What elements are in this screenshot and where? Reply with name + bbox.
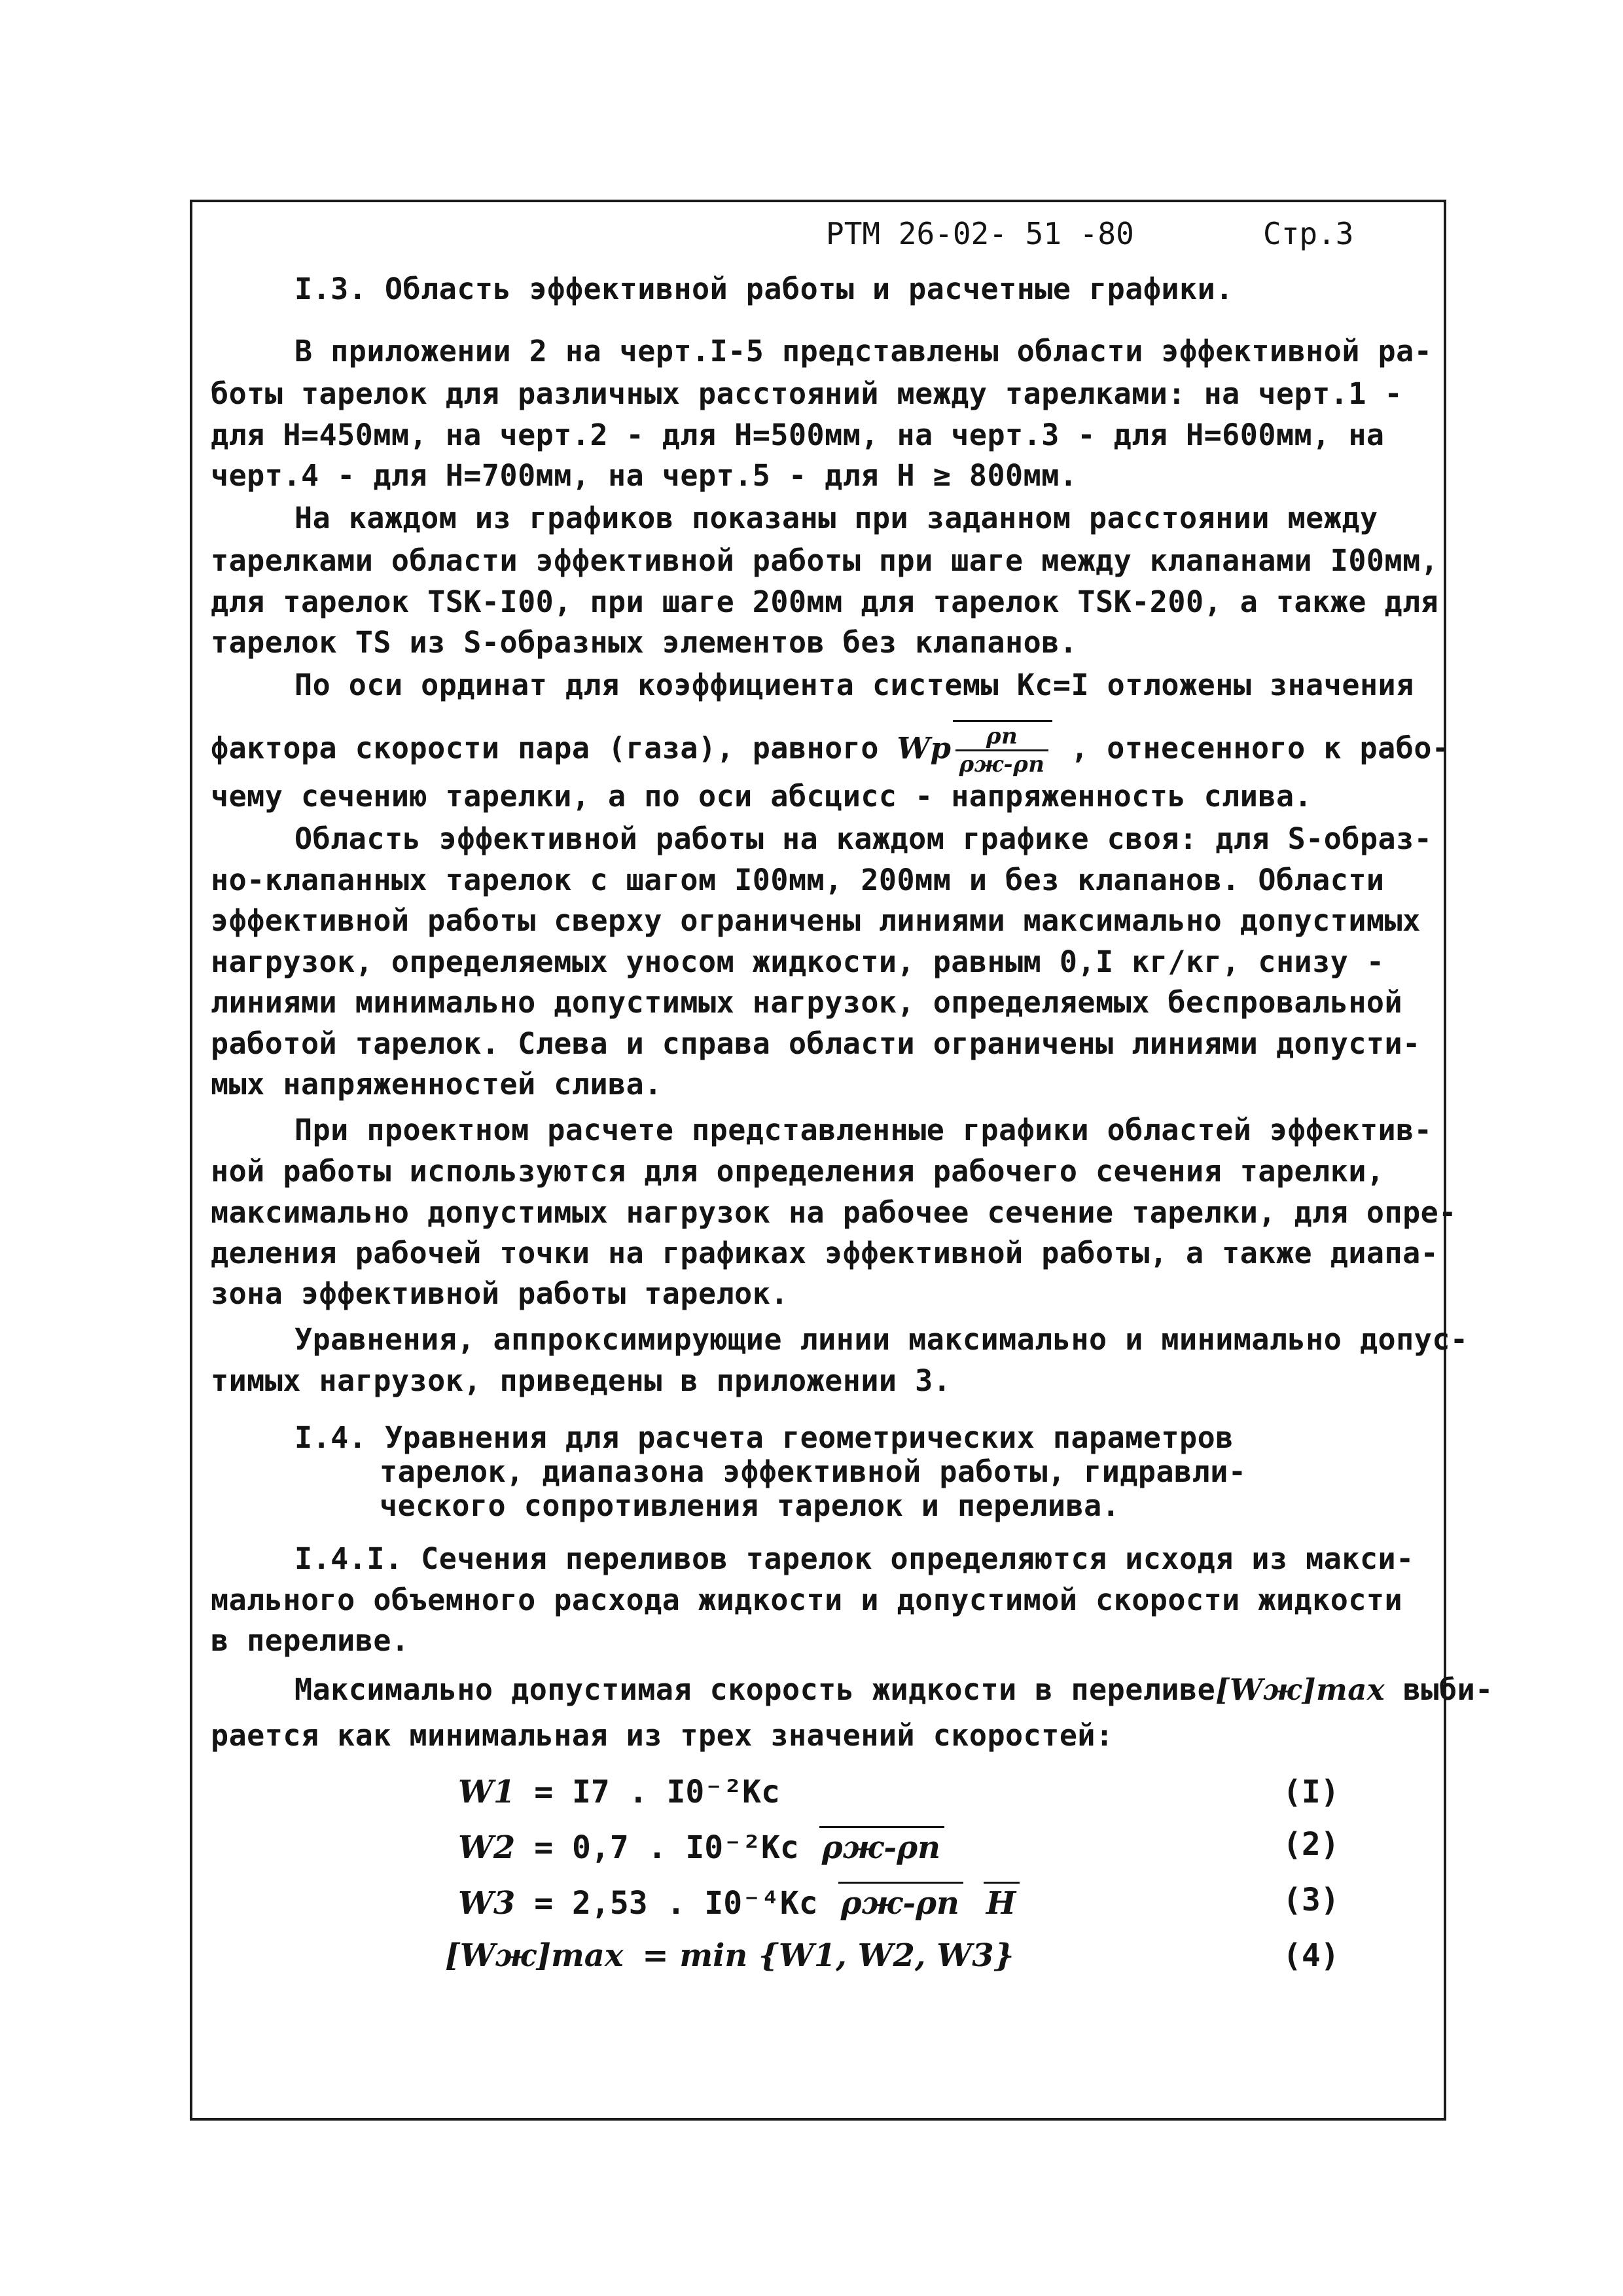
equation-rhs: = 0,7 . I0⁻²Кс bbox=[534, 1829, 799, 1866]
paragraph-line: тарелок ТS из S-образных элементов без клапанов. bbox=[211, 625, 1078, 660]
paragraph-line: в переливе. bbox=[211, 1623, 410, 1658]
paragraph-line: Область эффективной работы на каждом графике своя: для S-образ- bbox=[294, 821, 1433, 856]
paragraph-line: деления рабочей точки на графиках эффективной работы, а также диапа- bbox=[211, 1236, 1439, 1270]
paragraph-line: линиями минимально допустимых нагрузок, определяемых беспровальной bbox=[211, 985, 1403, 1020]
paragraph-line: работой тарелок. Слева и справа области ограничены линиями допусти- bbox=[211, 1026, 1421, 1061]
equation-number: (3) bbox=[1283, 1882, 1340, 1918]
equation-number: (I) bbox=[1283, 1774, 1340, 1810]
paragraph-text: выби- bbox=[1402, 1672, 1493, 1707]
paragraph-line: Уравнения, аппроксимирующие линии максимально и минимально допус- bbox=[294, 1322, 1469, 1357]
paragraph-line: В приложении 2 на черт.I-5 представлены области эффективной ра- bbox=[294, 334, 1433, 368]
fraction-denominator: ρж-ρп bbox=[959, 751, 1045, 778]
paragraph-line bbox=[211, 720, 1450, 778]
equation-rhs: = min {W1, W2, W3} bbox=[642, 1937, 1014, 1974]
equation-2 bbox=[458, 1826, 944, 1866]
page-number: Стр.3 bbox=[1263, 216, 1354, 251]
paragraph-line: нагрузок, определяемых уносом жидкости, равным 0,I кг/кг, снизу - bbox=[211, 944, 1385, 979]
section-heading-1-4: ческого сопротивления тарелок и перелива. bbox=[380, 1488, 1120, 1523]
paragraph-line: для тарелок ТSК-I00, при шаге 200мм для тарелок ТSК-200, а также для bbox=[211, 584, 1439, 619]
formula-fraction bbox=[955, 723, 1049, 778]
equation-number: (2) bbox=[1283, 1826, 1340, 1863]
paragraph-line: мых напряженностей слива. bbox=[211, 1067, 662, 1102]
paragraph-line: тимых нагрузок, приведены в приложении 3. bbox=[211, 1363, 952, 1398]
paragraph-line: зона эффективной работы тарелок. bbox=[211, 1276, 789, 1311]
paragraph-line: По оси ординат для коэффициента системы Кс=I отложены значения bbox=[294, 668, 1414, 702]
paragraph-line: I.4.I. Сечения переливов тарелок определяются исходя из макси- bbox=[294, 1541, 1414, 1576]
paragraph-line: боты тарелок для различных расстояний между тарелками: на черт.1 - bbox=[211, 376, 1403, 411]
equation-4 bbox=[445, 1937, 1014, 1974]
equation-sqrt: H bbox=[984, 1882, 1020, 1922]
paragraph-line: эффективной работы сверху ограничены линиями максимально допустимых bbox=[211, 903, 1421, 938]
equation-number: (4) bbox=[1283, 1937, 1340, 1974]
paragraph-line: чему сечению тарелки, а по оси абсцисс - напряженность слива. bbox=[211, 779, 1313, 814]
paragraph-line: При проектном расчете представленные графики областей эффектив- bbox=[294, 1113, 1433, 1147]
section-heading-1-4: тарелок, диапазона эффективной работы, гидравли- bbox=[380, 1454, 1247, 1489]
paragraph-line: черт.4 - для Н=700мм, на черт.5 - для Н ≥ 800мм. bbox=[211, 458, 1078, 493]
paragraph-line bbox=[294, 1672, 1493, 1707]
paragraph-line: но-клапанных тарелок с шагом I00мм, 200мм и без клапанов. Области bbox=[211, 863, 1385, 897]
equation-sqrt: ρж-ρп bbox=[819, 1826, 944, 1866]
equation-rhs: = 2,53 . I0⁻⁴Кс bbox=[534, 1885, 818, 1922]
equation-lhs: W1 bbox=[458, 1774, 516, 1810]
formula-wmax: [Wж]max bbox=[1215, 1672, 1385, 1707]
paragraph-line: ной работы используются для определения рабочего сечения тарелки, bbox=[211, 1154, 1385, 1189]
equation-lhs: W3 bbox=[458, 1885, 516, 1922]
paragraph-line: мального объемного расхода жидкости и допустимой скорости жидкости bbox=[211, 1583, 1403, 1617]
equation-rhs: = I7 . I0⁻²Кс bbox=[534, 1774, 780, 1810]
fraction-numerator: ρп bbox=[955, 723, 1049, 751]
paragraph-line: тарелками области эффективной работы при шаге между клапанами I00мм, bbox=[211, 543, 1439, 578]
equation-3 bbox=[458, 1882, 1020, 1922]
paragraph-text: , отнесенного к рабо- bbox=[1071, 730, 1450, 766]
equation-sqrt: ρж-ρп bbox=[838, 1882, 963, 1922]
equation-lhs: [Wж]max bbox=[445, 1937, 624, 1974]
section-heading-1-3: I.3. Область эффективной работы и расчетные графики. bbox=[294, 272, 1234, 306]
document-code: РТМ 26-02- 51 -80 bbox=[826, 216, 1134, 251]
paragraph-text: фактора скорости пара (газа), равного bbox=[211, 730, 879, 766]
paragraph-line: для Н=450мм, на черт.2 - для Н=500мм, на черт.3 - для Н=600мм, на bbox=[211, 418, 1385, 452]
paragraph-line: рается как минимальная из трех значений скоростей: bbox=[211, 1718, 1114, 1753]
paragraph-line: На каждом из графиков показаны при заданном расстоянии между bbox=[294, 501, 1378, 535]
section-heading-1-4: I.4. Уравнения для расчета геометрических параметров bbox=[294, 1420, 1234, 1455]
equation-1 bbox=[458, 1774, 780, 1810]
paragraph-text: Максимально допустимая скорость жидкости в переливе bbox=[294, 1672, 1216, 1707]
paragraph-line: максимально допустимых нагрузок на рабочее сечение тарелки, для опре- bbox=[211, 1195, 1457, 1230]
formula-velocity: Wp bbox=[897, 730, 952, 766]
equation-lhs: W2 bbox=[458, 1829, 516, 1866]
formula-sqrt bbox=[953, 720, 1053, 778]
